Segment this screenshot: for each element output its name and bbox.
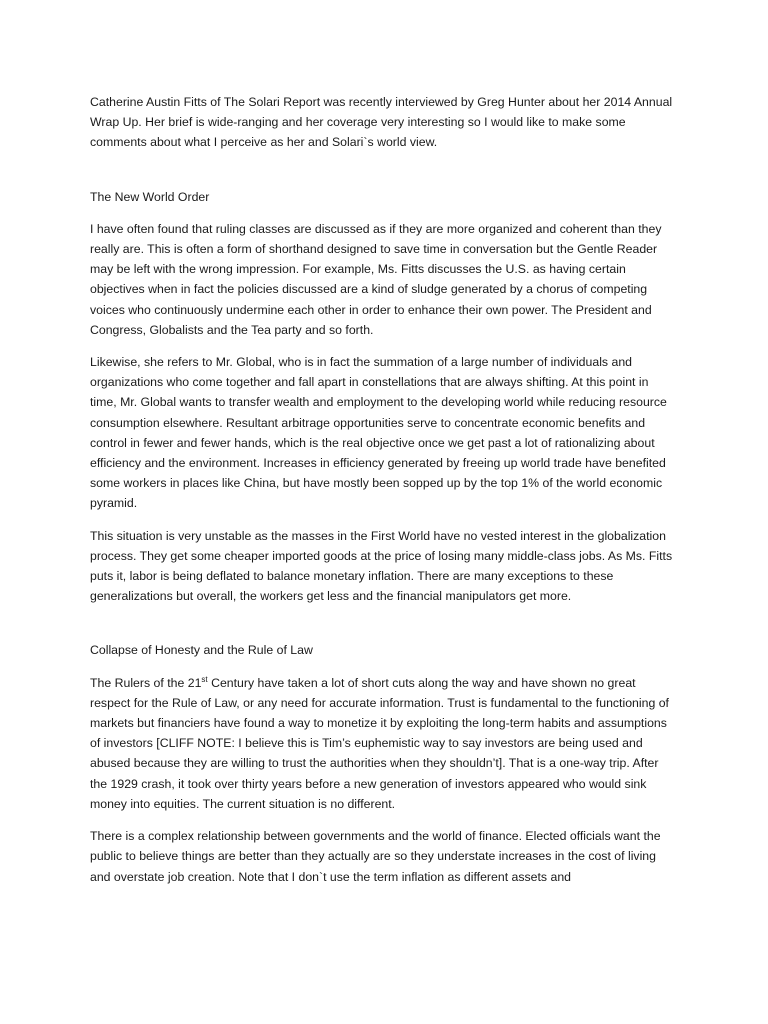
paragraph-text-rest: Century have taken a lot of short cuts along the way and have shown no great respect for the Rule of Law, or any need for accurate information. Trust is fundamental to the functioning of markets but financiers have found a way to monetize it by exploiting the long-term habits and assumptions of investors [CLIFF NOTE: I believe this is Tim’s euphemistic way to say investors are being used and abused because they are willing to trust the authorities when they shouldn’t]. That is a one-way trip. After the 1929 crash, it took over thirty years before a new generation of investors appeared who would sink money into equities. The current situation is no different. xyxy=(90,675,669,811)
paragraph-text-start: The Rulers of the 21 xyxy=(90,675,202,690)
paragraph-spacer xyxy=(90,207,678,219)
intro-paragraph: Catherine Austin Fitts of The Solari Report was recently interviewed by Greg Hunter about her 2014 Annual Wrap Up. Her brief is wide-ranging and her coverage very interesting so I would like to make some comments about what I perceive as her and Solari`s world view. xyxy=(90,95,673,150)
section-spacer xyxy=(90,153,678,187)
paragraph-spacer xyxy=(90,340,678,352)
paragraph-spacer xyxy=(90,661,678,673)
paragraph-mr-global: Likewise, she refers to Mr. Global, who is in fact the summation of a large number of individuals and organizations who come together and fall apart in constellations that are always shifting. At this point in time, Mr. Global wants to transfer wealth and employment to the developing world while reducing resource consumption elsewhere. Resultant arbitrage opportunities serve to concentrate economic benefits and control in fewer and fewer hands, which is the real objective once we get past a lot of rationalizing about efficiency and the environment. Increases in efficiency generated by freeing up world trade have benefited some workers in places like China, but have mostly been sopped up by the top 1% of the world economic pyramid. xyxy=(90,355,667,511)
paragraph-spacer xyxy=(90,514,678,526)
section-spacer xyxy=(90,606,678,640)
ordinal-suffix: st xyxy=(201,674,208,684)
paragraph-ruling-classes: I have often found that ruling classes are discussed as if they are more organized and coherent than they really are. This is often a form of shorthand designed to save time in conversation but the Gentle Reader may be left with the wrong impression. For example, Ms. Fitts discusses the U.S. as having certain objectives when in fact the policies discussed are a kind of sludge generated by a chorus of competing voices who continuously undermine each other in order to enhance their own power. The President and Congress, Globalists and the Tea party and so forth. xyxy=(90,221,662,337)
paragraph-spacer xyxy=(90,814,678,826)
paragraph-unstable-situation: This situation is very unstable as the masses in the First World have no vested interest in the globalization process. They get some cheaper imported goods at the price of losing many middle-class jobs. As Ms. Fitts puts it, labor is being deflated to balance monetary inflation. There are many exceptions to these generalizations but overall, the workers get less and the financial manipulators get more. xyxy=(90,528,673,604)
paragraph-rulers-21st-century xyxy=(90,673,678,814)
document-page xyxy=(90,92,678,887)
paragraph-governments-finance: There is a complex relationship between governments and the world of finance. Elected officials want the public to believe things are better than they actually are so they understate increases in the cost of living and overstate job creation. Note that I don`t use the term inflation as different assets and xyxy=(90,829,661,884)
section-heading-new-world-order: The New World Order xyxy=(90,189,210,204)
section-heading-collapse-of-honesty: Collapse of Honesty and the Rule of Law xyxy=(90,643,313,658)
